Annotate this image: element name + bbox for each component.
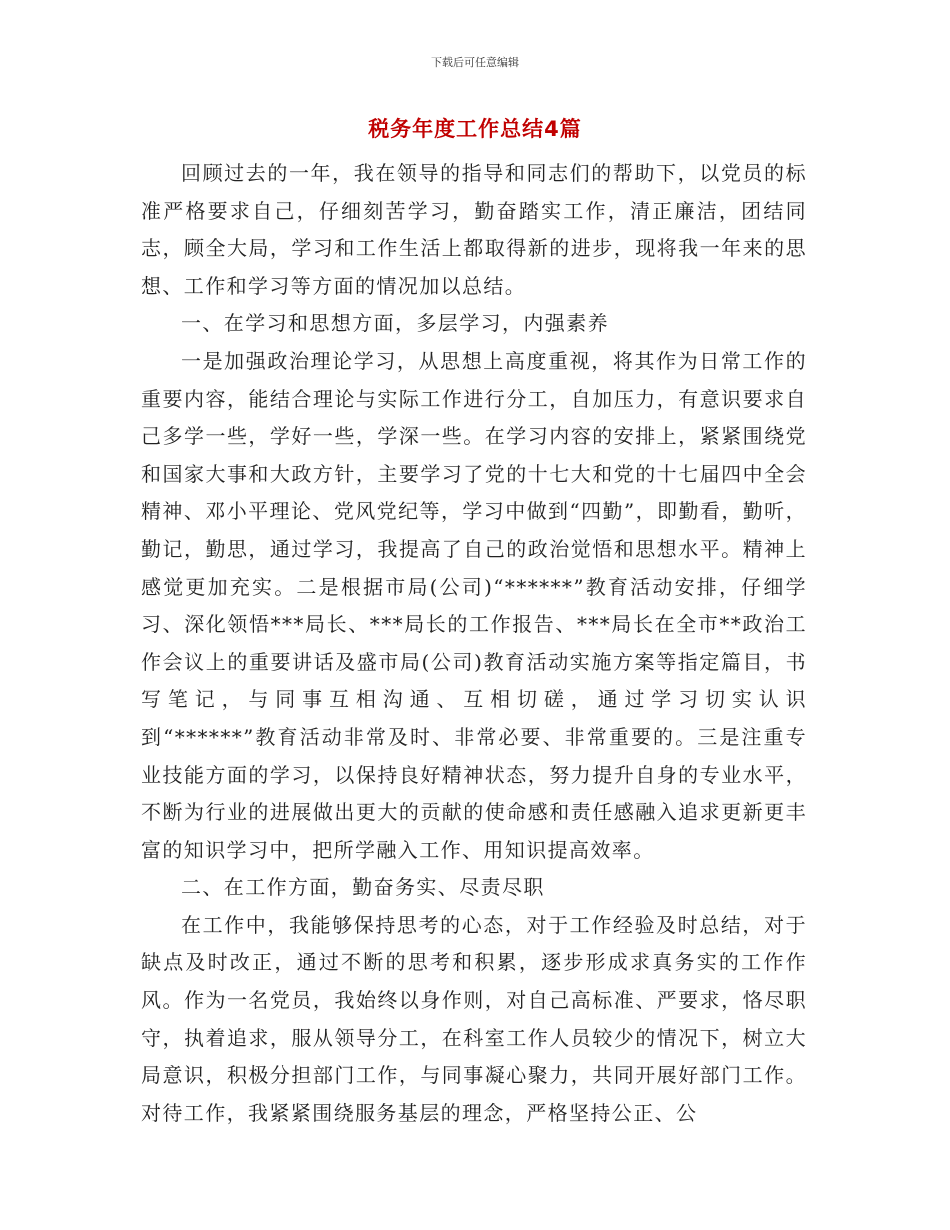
paragraph-section-1: 一是加强政治理论学习，从思想上高度重视，将其作为日常工作的重要内容，能结合理论与实际工作进行分工，自加压力，有意识要求自己多学一些，学好一些，学深一些。在学习内容的安排上，紧紧围绕党和国家大事和大政方针，主要学习了党的十七大和党的十七届四中全会精神、邓小平理论、党风党纪等，学习中做到“四勤”，即勤看，勤听，勤记，勤思，通过学习，我提高了自己的政治觉悟和思想水平。精神上感觉更加充实。二是根据市局(公司)“******”教育活动安排，仔细学习、深化领悟***局长、***局长的工作报告、***局长在全市**政治工作会议上的重要讲话及盛市局(公司)教育活动实施方案等指定篇目，书写笔记，与同事互相沟通、互相切磋，通过学习切实认识到“******”教育活动非常及时、非常必要、非常重要的。三是注重专业技能方面的学习，以保持良好精神状态，努力提升自身的专业水平，不断为行业的进展做出更大的贡献的使命感和责任感融入追求更新更丰富的知识学习中，把所学融入工作、用知识提高效率。 (141, 348, 807, 862)
section-heading-1: 一、在学习和思想方面，多层学习，内强素养 (181, 311, 609, 336)
document-title: 税务年度工作总结4篇 (368, 117, 582, 141)
paragraph-intro: 回顾过去的一年，我在领导的指导和同志们的帮助下，以党员的标准严格要求自己，仔细刻苦学习，勤奋踏实工作，清正廉洁，团结同志，顾全大局，学习和工作生活上都取得新的进步，现将我一年来的思想、工作和学习等方面的情况加以总结。 (141, 161, 807, 298)
document-body (141, 155, 807, 1132)
header-note: 下载后可任意编辑 (431, 56, 519, 69)
paragraph-section-2: 在工作中，我能够保持思考的心态，对于工作经验及时总结，对于缺点及时改正，通过不断的思考和积累，逐步形成求真务实的工作作风。作为一名党员，我始终以身作则，对自己高标准、严要求，恪尽职守，执着追求，服从领导分工，在科室工作人员较少的情况下，树立大局意识，积极分担部门工作，与同事凝心聚力，共同开展好部门工作。对待工作，我紧紧围绕服务基层的理念，严格坚持公正、公 (141, 912, 807, 1125)
section-heading-2: 二、在工作方面，勤奋务实、尽责尽职 (181, 875, 545, 900)
